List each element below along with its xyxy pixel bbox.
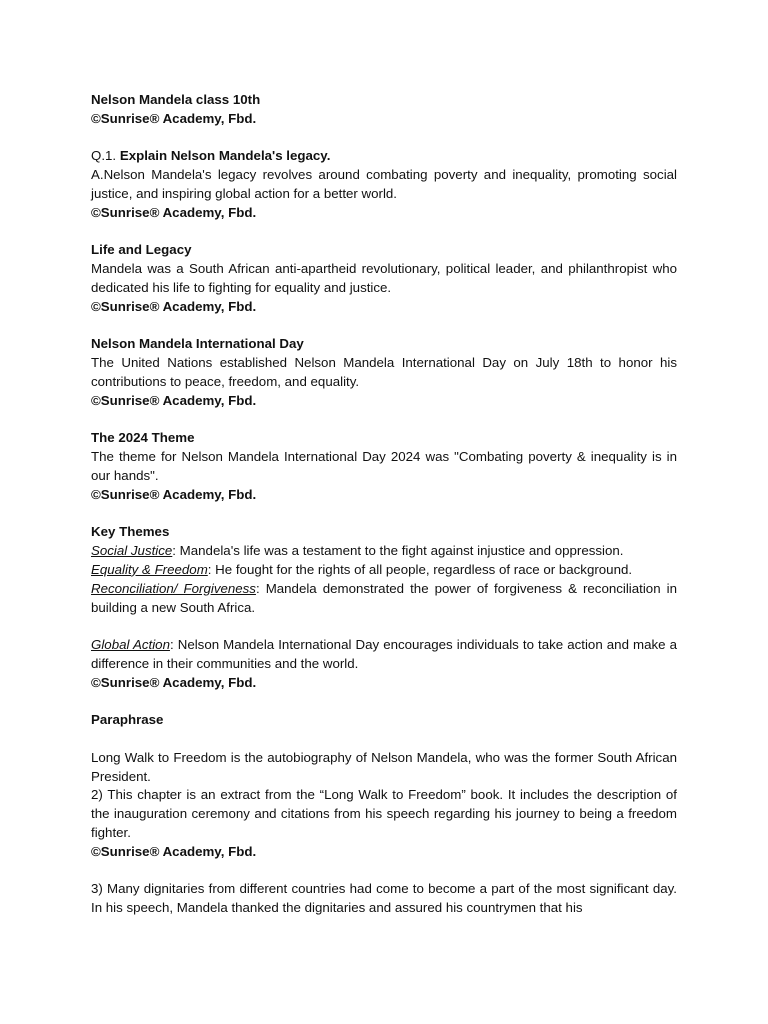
copyright-line: ©Sunrise® Academy, Fbd. xyxy=(91,298,257,314)
section-body-international-day: The United Nations established Nelson Mandela International Day on July 18th to honor his contributions to peace, freedom, and equality. xyxy=(91,355,677,389)
paraphrase-paragraph-3: 3) Many dignitaries from different countries had come to become a part of the most significant day. In his speech, Mandela thanked the dignitaries and assured his countrymen that his xyxy=(91,881,677,916)
answer-1: A.Nelson Mandela's legacy revolves around combating poverty and inequality, promoting social justice, and inspiring global action for a better world. xyxy=(91,167,677,201)
section-heading-2024-theme: The 2024 Theme xyxy=(91,430,195,446)
copyright-line: ©Sunrise® Academy, Fbd. xyxy=(91,110,257,126)
section-body-life-legacy: Mandela was a South African anti-apartheid revolutionary, political leader, and philanthropist who dedicated his life to fighting for equality and justice. xyxy=(91,261,677,295)
key-theme-text: : Nelson Mandela International Day encourages individuals to take action and make a difference in their communities and the world. xyxy=(91,637,678,671)
document-title: Nelson Mandela class 10th xyxy=(91,92,261,107)
key-theme-text: : Mandela demonstrated the power of forgiveness & reconciliation in building a new South Africa. xyxy=(91,580,677,615)
section-heading-life-legacy: Life and Legacy xyxy=(91,242,192,258)
section-heading-key-themes: Key Themes xyxy=(91,524,170,540)
copyright-line: ©Sunrise® Academy, Fbd. xyxy=(91,204,257,220)
key-theme-term: Equality & Freedom xyxy=(91,561,208,577)
question-number: Q.1. xyxy=(91,148,120,164)
key-theme-text: : He fought for the rights of all people, regardless of race or background. xyxy=(207,561,633,577)
copyright-line: ©Sunrise® Academy, Fbd. xyxy=(91,674,257,690)
key-theme-term: Global Action xyxy=(91,637,170,653)
key-theme-item-global-action xyxy=(91,636,677,674)
question-1 xyxy=(91,147,677,166)
section-heading-international-day: Nelson Mandela International Day xyxy=(91,336,304,352)
key-theme-text: : Mandela's life was a testament to the fight against injustice and oppression. xyxy=(172,543,624,559)
section-heading-paraphrase: Paraphrase xyxy=(91,712,164,728)
document-body xyxy=(91,91,677,918)
key-theme-term: Reconciliation/ Forgiveness xyxy=(91,580,256,596)
copyright-line: ©Sunrise® Academy, Fbd. xyxy=(91,843,257,859)
paraphrase-paragraph-2: 2) This chapter is an extract from the “Long Walk to Freedom” book. It includes the description of the inauguration ceremony and citations from his speech regarding his journey to being a freedom fighter. xyxy=(91,787,677,841)
paraphrase-paragraph-1: Long Walk to Freedom is the autobiography of Nelson Mandela, who was the former South African President. xyxy=(91,749,677,784)
key-theme-item xyxy=(91,561,677,580)
key-theme-item xyxy=(91,542,677,561)
key-theme-term: Social Justice xyxy=(91,543,173,559)
section-body-2024-theme: The theme for Nelson Mandela International Day 2024 was "Combating poverty & inequality is in our hands". xyxy=(91,449,677,483)
key-theme-item xyxy=(91,580,677,618)
question-text: Explain Nelson Mandela's legacy. xyxy=(119,148,331,164)
copyright-line: ©Sunrise® Academy, Fbd. xyxy=(91,392,257,408)
copyright-line: ©Sunrise® Academy, Fbd. xyxy=(91,486,257,502)
